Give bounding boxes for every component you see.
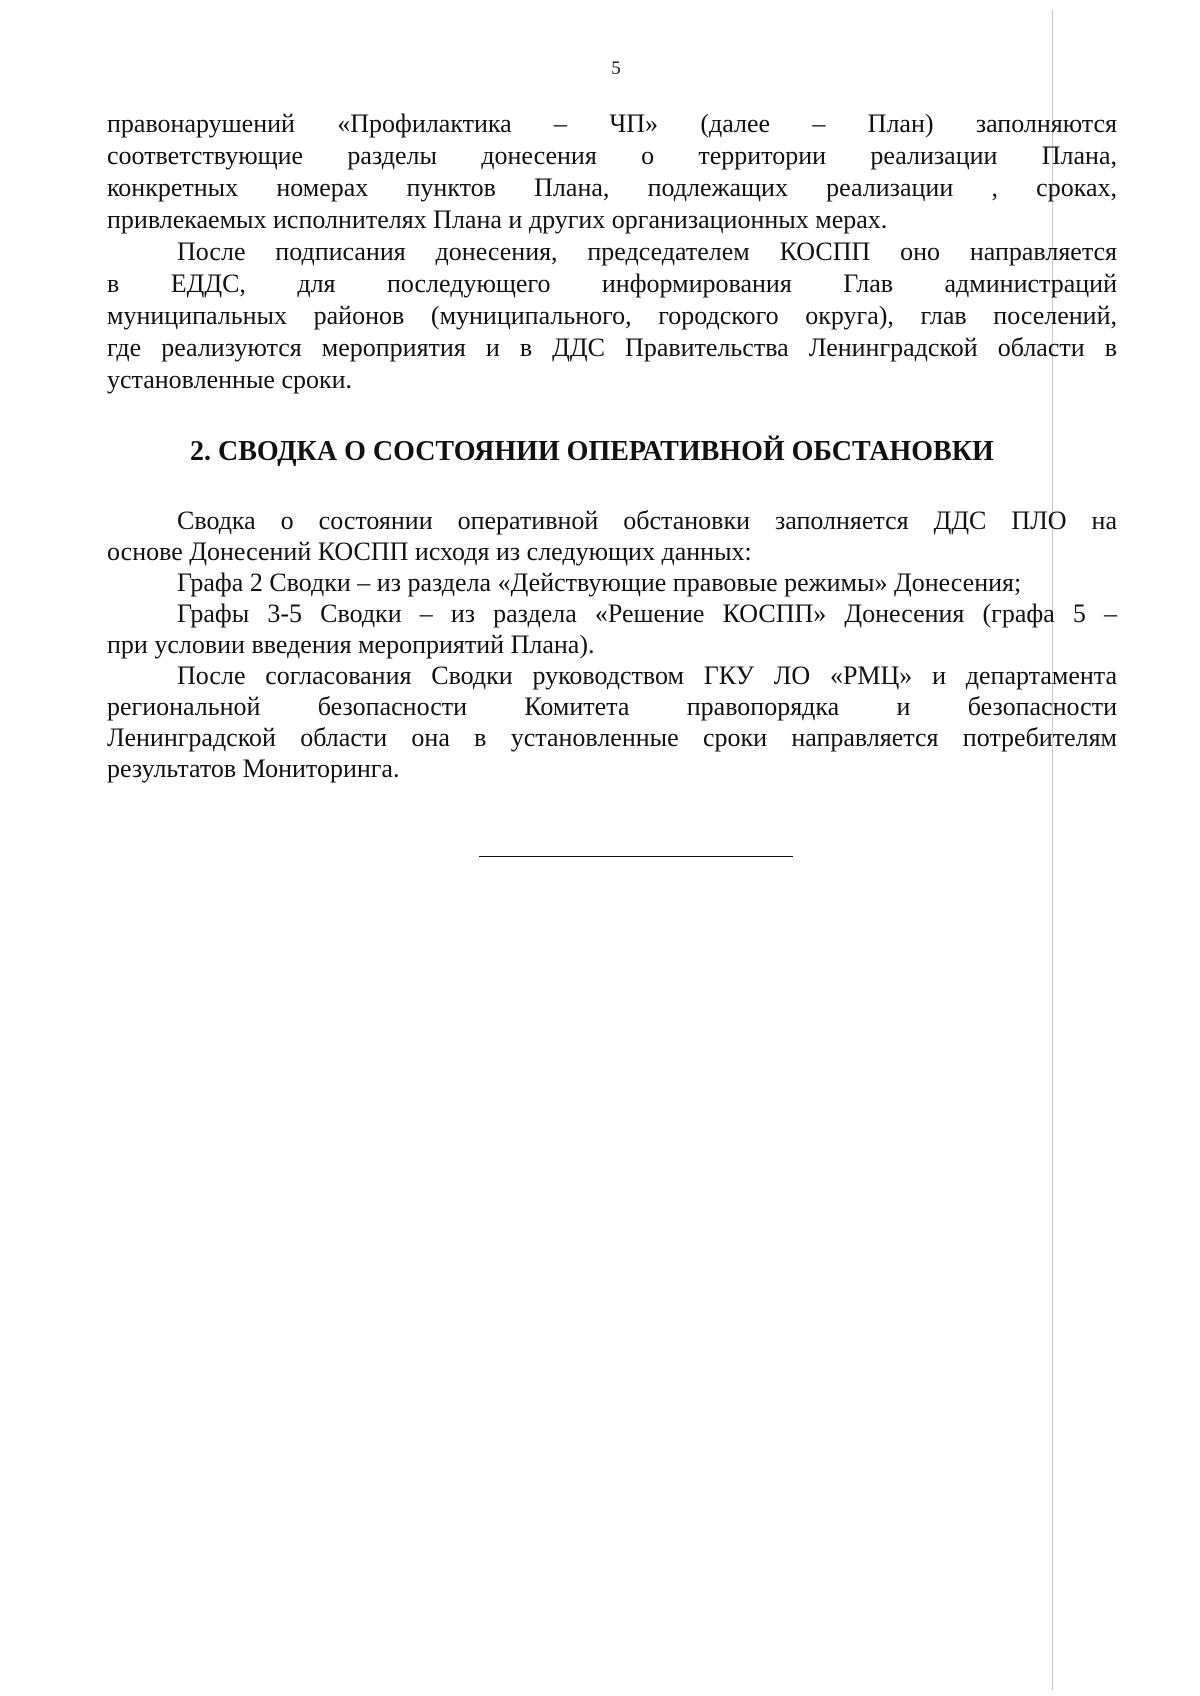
paragraph-line: при условии введения мероприятий Плана). [107,630,595,659]
paragraph-line: Графа 2 Сводки – из раздела «Действующие правовые режимы» Донесения; [177,568,1022,597]
paragraph-line: региональной безопасности Комитета правопорядка и безопасности [107,692,1117,721]
paragraph-plan-sections [107,108,1117,236]
paragraph-column-2 [107,567,1117,598]
paragraph-approval [107,660,1117,784]
paragraph-line: где реализуются мероприятия и в ДДС Правительства Ленинградской области в [107,333,1117,362]
paragraph-line: Ленинградской области она в установленные сроки направляется потребителям [107,723,1117,752]
paragraph-line: основе Донесений КОСПП исходя из следующих данных: [107,537,752,566]
paragraph-line: установленные сроки. [107,365,353,394]
paragraph-line: конкретных номерах пунктов Плана, подлежащих реализации , сроках, [107,173,1117,202]
paragraph-line: в ЕДДС, для последующего информирования Глав администраций [107,269,1117,298]
paragraph-line: муниципальных районов (муниципального, городского округа), глав поселений, [107,301,1117,330]
paragraph-summary-intro [107,505,1117,567]
end-divider [479,856,793,857]
section-2-body [107,505,1117,784]
document-body [107,108,1117,396]
paragraph-line: После подписания донесения, председателем КОСПП оно направляется [177,237,1117,266]
paragraph-line: результатов Мониторинга. [107,754,400,783]
paragraph-after-signing [107,236,1117,396]
paragraph-line: привлекаемых исполнителях Плана и других организационных мерах. [107,205,888,234]
section-heading: 2. СВОДКА О СОСТОЯНИИ ОПЕРАТИВНОЙ ОБСТАНОВКИ [190,436,994,467]
paragraph-line: правонарушений «Профилактика – ЧП» (далее – План) заполняются [107,109,1117,138]
paragraph-line: Графы 3-5 Сводки – из раздела «Решение КОСПП» Донесения (графа 5 – [177,599,1117,628]
paragraph-line: После согласования Сводки руководством ГКУ ЛО «РМЦ» и департамента [177,661,1117,690]
page-number: 5 [611,58,621,79]
paragraph-line: Сводка о состоянии оперативной обстановки заполняется ДДС ПЛО на [177,506,1117,535]
paragraph-columns-3-5 [107,598,1117,660]
paragraph-line: соответствующие разделы донесения о территории реализации Плана, [107,141,1117,170]
